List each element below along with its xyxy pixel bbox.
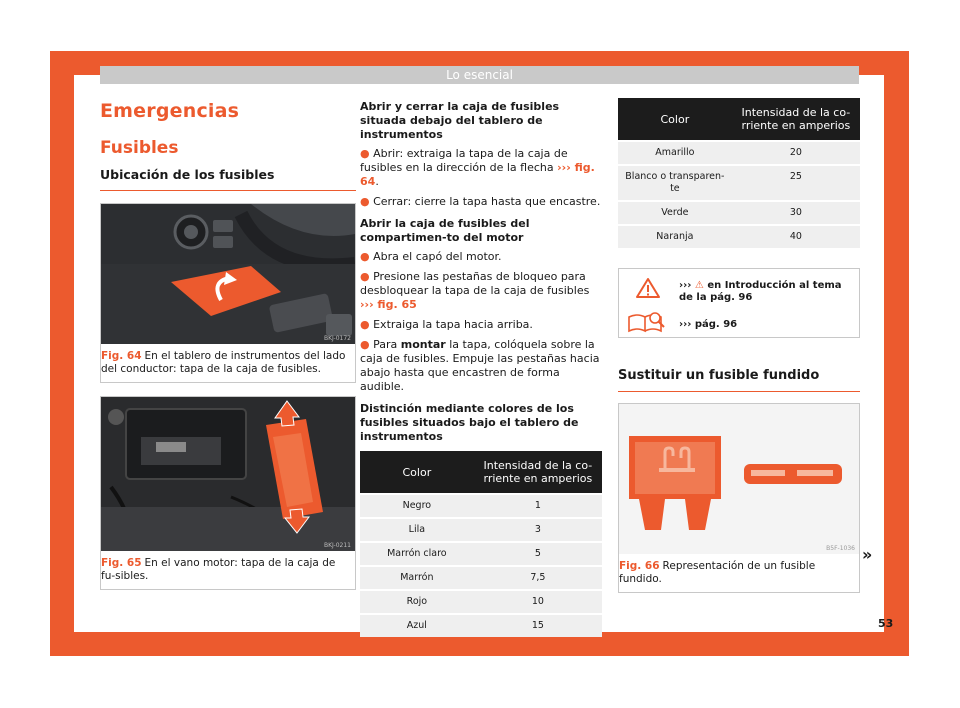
figure-64-link[interactable]: ››› fig. 64 [360,161,595,188]
warning-box [618,268,860,338]
step-pull-cover: ● Extraiga la tapa hacia arriba. [360,318,533,331]
figure-64-code: BKJ-0172 [323,335,351,342]
table-row: Rojo 10 [360,591,602,613]
warning-triangle-icon [635,277,661,299]
figure-64 [100,203,356,383]
fuse-color-table-1 [360,449,602,639]
running-header: Lo esencial [100,66,859,84]
bullet-icon: ● [360,250,374,263]
table-row: Marrón claro 5 [360,543,602,565]
figure-66-code: B5F-1036 [826,545,855,552]
bullet-icon: ● [360,270,374,283]
figure-65-code: BKJ-0211 [323,542,351,549]
bullet-icon: ● [360,338,374,351]
table-row: Blanco o transparen-te 25 [618,166,860,200]
bullet-icon: ● [360,147,374,160]
column-header-amperes: Intensidad de la co-rriente en amperios [732,98,860,140]
table-row: Amarillo 20 [618,142,860,164]
section-title: Emergencias [100,100,240,122]
figure-64-label: Fig. 64 [101,350,142,362]
bullet-icon: ● [360,195,374,208]
step-mount-cover: ● Para montar la tapa, colóquela sobre la caja de fusibles. Empuje las pestañas hacia abajo hasta que encastren de forma audible. [360,338,600,393]
figure-66 [618,403,860,593]
column-header-amperes: Intensidad de la co-rriente en amperios [474,451,602,493]
table-row: Negro 1 [360,495,602,517]
engine-fusebox-photo [101,397,355,551]
table-header-row [360,451,602,493]
step-open-dash: ● Abrir: extraiga la tapa de la caja de fusibles en la dirección de la flecha ››› fig. 64. [360,147,595,188]
subsection-title: Fusibles [100,138,179,158]
heading-engine-fusebox: Abrir la caja de fusibles del compartimen-to del motor [360,217,530,244]
topic-replace-fuse: Sustituir un fusible fundido [618,368,860,392]
figure-65-link[interactable]: ››› fig. 65 [360,298,417,311]
heading-open-close-dash: Abrir y cerrar la caja de fusibles situada debajo del tablero de instrumentos [360,100,560,141]
step-close-dash: ● Cerrar: cierre la tapa hasta que encastre. [360,195,601,208]
figure-65 [100,396,356,590]
step-open-hood: ● Abra el capó del motor. [360,250,502,263]
blown-fuse-illustration [619,404,859,554]
table-row: Lila 3 [360,519,602,541]
column-header-color: Color [360,451,474,493]
figure-64-text: En el tablero de instrumentos del lado del conductor: tapa de la caja de fusibles. [101,350,346,375]
table-header-row [618,98,860,140]
step-press-tabs: ● Presione las pestañas de bloqueo para desbloquear la tapa de la caja de fusibles ››› fig. 65 [360,270,590,311]
figure-65-label: Fig. 65 [101,557,142,569]
page-number: 53 [878,617,894,630]
figure-66-text: Representación de un fusible fundido. [619,560,816,585]
heading-color-table: Distinción mediante colores de los fusibles situados bajo el tablero de instrumentos [360,402,579,443]
right-column [618,96,860,593]
figure-65-text: En el vano motor: tapa de la caja de fu-sibles. [101,557,336,582]
table-row: Naranja 40 [618,226,860,248]
warning-triangle-icon: ⚠ [694,280,704,291]
continue-marker: » [862,545,873,564]
warning-reference[interactable]: ››› ⚠ en Introducción al tema de la pág. 96 [679,280,842,303]
table-row: Azul 15 [360,615,602,637]
bullet-icon: ● [360,318,374,331]
figure-66-caption [619,554,859,592]
left-column [100,100,356,590]
topic-title: Ubicación de los fusibles [100,167,356,191]
manual-reference[interactable]: ››› pág. 96 [679,319,738,330]
table-row: Verde 30 [618,202,860,224]
table-row: Marrón 7,5 [360,567,602,589]
manual-book-icon [627,309,667,333]
figure-64-caption [101,344,355,382]
middle-column [360,100,602,639]
column-header-color: Color [618,98,732,140]
dashboard-fusebox-photo [101,204,355,344]
figure-65-caption [101,551,355,589]
fuse-color-table-2 [618,96,860,250]
figure-66-label: Fig. 66 [619,560,660,572]
